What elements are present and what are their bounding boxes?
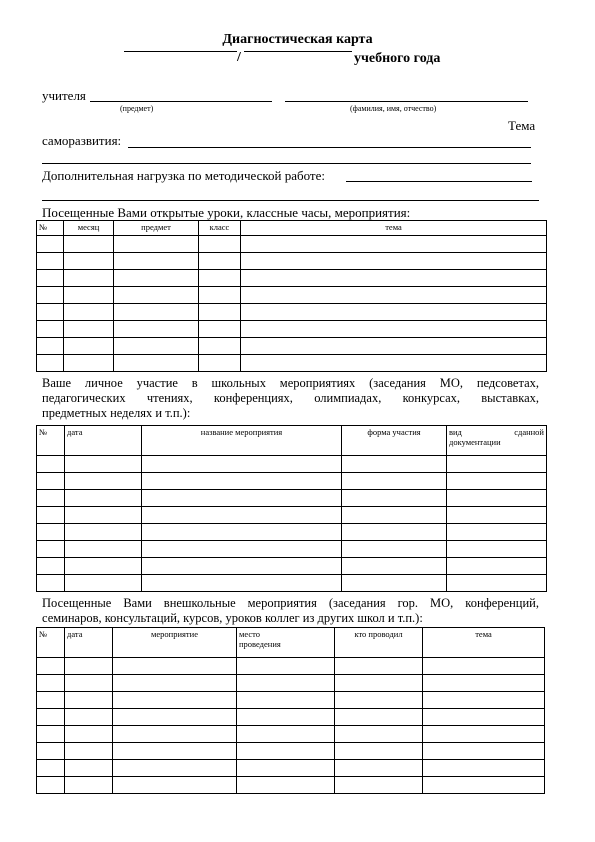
table-row [37, 270, 547, 287]
table-cell[interactable] [423, 777, 545, 794]
table-cell[interactable] [423, 743, 545, 760]
self-development-line-2[interactable] [42, 163, 531, 164]
table-cell[interactable] [114, 253, 199, 270]
table-cell[interactable] [113, 675, 237, 692]
table-row [37, 253, 547, 270]
document-title: Диагностическая карта [222, 32, 373, 47]
table-cell[interactable] [37, 777, 65, 794]
teacher-label: учителя [42, 88, 86, 103]
table-cell[interactable] [237, 743, 335, 760]
col-event: мероприятие [113, 628, 237, 658]
year-suffix: учебного года [354, 51, 441, 66]
col-event-name: название мероприятия [142, 426, 342, 456]
table-cell[interactable] [447, 507, 547, 524]
table-cell[interactable] [37, 760, 65, 777]
table-cell[interactable] [37, 524, 65, 541]
table-cell[interactable] [237, 726, 335, 743]
table-cell[interactable] [114, 287, 199, 304]
table-cell[interactable] [65, 524, 142, 541]
table-row [37, 558, 547, 575]
subject-hint: (предмет) [120, 104, 154, 113]
col-participation-form: форма участия [342, 426, 447, 456]
table-cell[interactable] [113, 692, 237, 709]
table-cell[interactable] [65, 490, 142, 507]
table-cell[interactable] [37, 575, 65, 592]
table-row [37, 456, 547, 473]
table-cell[interactable] [241, 287, 547, 304]
table-cell[interactable] [447, 524, 547, 541]
table-row [37, 490, 547, 507]
table-cell[interactable] [335, 777, 423, 794]
self-development-label: саморазвития: [42, 133, 122, 148]
table-cell[interactable] [423, 709, 545, 726]
col-topic: тема [423, 628, 545, 658]
table-cell[interactable] [113, 726, 237, 743]
extra-load-line-1[interactable] [346, 181, 532, 182]
table-cell[interactable] [65, 726, 113, 743]
extra-load-label: Дополнительная нагрузка по методической работе: [42, 168, 325, 183]
table-cell[interactable] [241, 304, 547, 321]
table-cell[interactable] [65, 658, 113, 675]
section3-table [36, 627, 545, 794]
table-row [37, 575, 547, 592]
col-month: месяц [64, 221, 114, 236]
table-cell[interactable] [64, 236, 114, 253]
year-start-line[interactable] [124, 51, 237, 52]
section3-caption-line2: семинаров, консультаций, курсов, уроков коллег из других школ и т.п.): [42, 611, 423, 625]
table-cell[interactable] [142, 558, 342, 575]
table-cell[interactable] [199, 355, 241, 372]
table-cell[interactable] [114, 236, 199, 253]
table-cell[interactable] [65, 456, 142, 473]
extra-load-line-2[interactable] [42, 200, 539, 201]
col-date: дата [65, 426, 142, 456]
table-cell[interactable] [37, 692, 65, 709]
table-cell[interactable] [142, 507, 342, 524]
table-cell[interactable] [64, 287, 114, 304]
table-cell[interactable] [447, 490, 547, 507]
table-cell[interactable] [237, 777, 335, 794]
table-cell[interactable] [447, 473, 547, 490]
table-cell[interactable] [342, 473, 447, 490]
section1-table [36, 220, 547, 372]
table-cell[interactable] [335, 743, 423, 760]
table-row [37, 743, 545, 760]
place-word-2: проведения [239, 639, 281, 649]
table-cell[interactable] [37, 541, 65, 558]
table-cell[interactable] [65, 760, 113, 777]
table-cell[interactable] [335, 760, 423, 777]
table-row [37, 675, 545, 692]
table-cell[interactable] [37, 253, 64, 270]
table-cell[interactable] [37, 287, 64, 304]
col-place [237, 628, 335, 658]
name-hint: (фамилия, имя, отчество) [350, 104, 437, 113]
doc-word-1: вид [449, 427, 462, 437]
table-cell[interactable] [37, 675, 65, 692]
col-subject: предмет [114, 221, 199, 236]
table-cell[interactable] [342, 558, 447, 575]
table-cell[interactable] [241, 355, 547, 372]
table-cell[interactable] [142, 524, 342, 541]
table-cell[interactable] [142, 473, 342, 490]
table-cell[interactable] [113, 709, 237, 726]
table-row [37, 692, 545, 709]
table-cell[interactable] [64, 270, 114, 287]
table-cell[interactable] [65, 558, 142, 575]
doc-word-3: документации [449, 437, 501, 447]
table-cell[interactable] [199, 270, 241, 287]
table-cell[interactable] [37, 355, 64, 372]
col-documentation [447, 426, 547, 456]
table-row [37, 304, 547, 321]
table-cell[interactable] [342, 490, 447, 507]
table-cell[interactable] [37, 456, 65, 473]
table-cell[interactable] [423, 692, 545, 709]
table-cell[interactable] [64, 321, 114, 338]
table-cell[interactable] [335, 709, 423, 726]
table-cell[interactable] [142, 541, 342, 558]
table-row [37, 541, 547, 558]
table-cell[interactable] [114, 321, 199, 338]
table-cell[interactable] [237, 675, 335, 692]
table-cell[interactable] [65, 709, 113, 726]
subject-field-line[interactable] [90, 101, 272, 102]
table-row [37, 287, 547, 304]
table-cell[interactable] [241, 236, 547, 253]
table-row [37, 355, 547, 372]
table-cell[interactable] [335, 658, 423, 675]
table-cell[interactable] [241, 270, 547, 287]
doc-word-2: сданной [514, 427, 544, 437]
table-cell[interactable] [37, 726, 65, 743]
table-cell[interactable] [335, 675, 423, 692]
table-row [37, 524, 547, 541]
table-cell[interactable] [237, 692, 335, 709]
table-cell[interactable] [65, 692, 113, 709]
year-end-line[interactable] [244, 51, 352, 52]
table-cell[interactable] [423, 760, 545, 777]
col-topic: тема [241, 221, 547, 236]
table-cell[interactable] [423, 658, 545, 675]
table-cell[interactable] [113, 658, 237, 675]
table-cell[interactable] [335, 692, 423, 709]
table-cell[interactable] [65, 541, 142, 558]
table-cell[interactable] [37, 658, 65, 675]
col-date: дата [65, 628, 113, 658]
col-number: № [37, 221, 64, 236]
table-cell[interactable] [342, 575, 447, 592]
table-cell[interactable] [65, 675, 113, 692]
table-cell[interactable] [113, 777, 237, 794]
table-cell[interactable] [237, 760, 335, 777]
table-cell[interactable] [114, 270, 199, 287]
section2-caption-line3: предметных неделях и т.п.): [42, 406, 191, 420]
name-field-line[interactable] [285, 101, 528, 102]
table-cell[interactable] [65, 575, 142, 592]
table-cell[interactable] [142, 575, 342, 592]
table-cell[interactable] [342, 456, 447, 473]
table-cell[interactable] [65, 473, 142, 490]
table-cell[interactable] [199, 236, 241, 253]
table-cell[interactable] [342, 524, 447, 541]
table-cell[interactable] [37, 743, 65, 760]
table-cell[interactable] [37, 304, 64, 321]
table-cell[interactable] [37, 270, 64, 287]
table-cell[interactable] [64, 355, 114, 372]
table-cell[interactable] [37, 321, 64, 338]
self-development-line-1[interactable] [128, 147, 531, 148]
table-row [37, 338, 547, 355]
table-cell[interactable] [64, 253, 114, 270]
section3-caption-line1: Посещенные Вами внешкольные мероприятия (заседания гор. МО, конференций, [42, 596, 539, 610]
table-cell[interactable] [199, 321, 241, 338]
col-number: № [37, 426, 65, 456]
table-cell[interactable] [237, 709, 335, 726]
table-cell[interactable] [447, 456, 547, 473]
table-cell[interactable] [142, 490, 342, 507]
table-cell[interactable] [37, 709, 65, 726]
table-cell[interactable] [342, 507, 447, 524]
table-cell[interactable] [199, 338, 241, 355]
table-cell[interactable] [335, 726, 423, 743]
table-cell[interactable] [447, 558, 547, 575]
table-row [37, 321, 547, 338]
table-cell[interactable] [64, 304, 114, 321]
table-cell[interactable] [64, 338, 114, 355]
year-separator: / [237, 50, 241, 65]
table-cell[interactable] [113, 760, 237, 777]
table-cell[interactable] [199, 287, 241, 304]
table-cell[interactable] [37, 507, 65, 524]
table-cell[interactable] [37, 490, 65, 507]
col-class: класс [199, 221, 241, 236]
section2-caption-line1: Ваше личное участие в школьных мероприятиях (заседания МО, педсоветах, [42, 376, 539, 390]
table-row [37, 760, 545, 777]
section2-caption-line2: педагогических чтениях, конференциях, олимпиадах, конкурсах, выставках, [42, 391, 539, 405]
table-cell[interactable] [114, 355, 199, 372]
table-row [37, 507, 547, 524]
place-word-1: место [239, 629, 260, 639]
table-cell[interactable] [37, 338, 64, 355]
table-row [37, 236, 547, 253]
table-cell[interactable] [37, 473, 65, 490]
table-cell[interactable] [241, 338, 547, 355]
theme-word: Тема [508, 118, 536, 133]
table-row [37, 777, 545, 794]
table-row [37, 658, 545, 675]
table-row [37, 473, 547, 490]
col-number: № [37, 628, 65, 658]
table-cell[interactable] [447, 541, 547, 558]
table-cell[interactable] [113, 743, 237, 760]
table-cell[interactable] [237, 658, 335, 675]
table-row [37, 726, 545, 743]
table-cell[interactable] [65, 777, 113, 794]
table-cell[interactable] [447, 575, 547, 592]
table-cell[interactable] [423, 726, 545, 743]
table-cell[interactable] [199, 253, 241, 270]
table-cell[interactable] [65, 507, 142, 524]
table-cell[interactable] [241, 321, 547, 338]
col-conducted-by: кто проводил [335, 628, 423, 658]
table-cell[interactable] [241, 253, 547, 270]
table-cell[interactable] [114, 338, 199, 355]
section2-table [36, 425, 547, 592]
table-cell[interactable] [37, 236, 64, 253]
table-cell[interactable] [65, 743, 113, 760]
section1-caption: Посещенные Вами открытые уроки, классные часы, мероприятия: [42, 205, 411, 220]
table-cell[interactable] [199, 304, 241, 321]
table-row [37, 709, 545, 726]
table-cell[interactable] [114, 304, 199, 321]
table-cell[interactable] [37, 558, 65, 575]
table-cell[interactable] [342, 541, 447, 558]
table-cell[interactable] [142, 456, 342, 473]
table-cell[interactable] [423, 675, 545, 692]
